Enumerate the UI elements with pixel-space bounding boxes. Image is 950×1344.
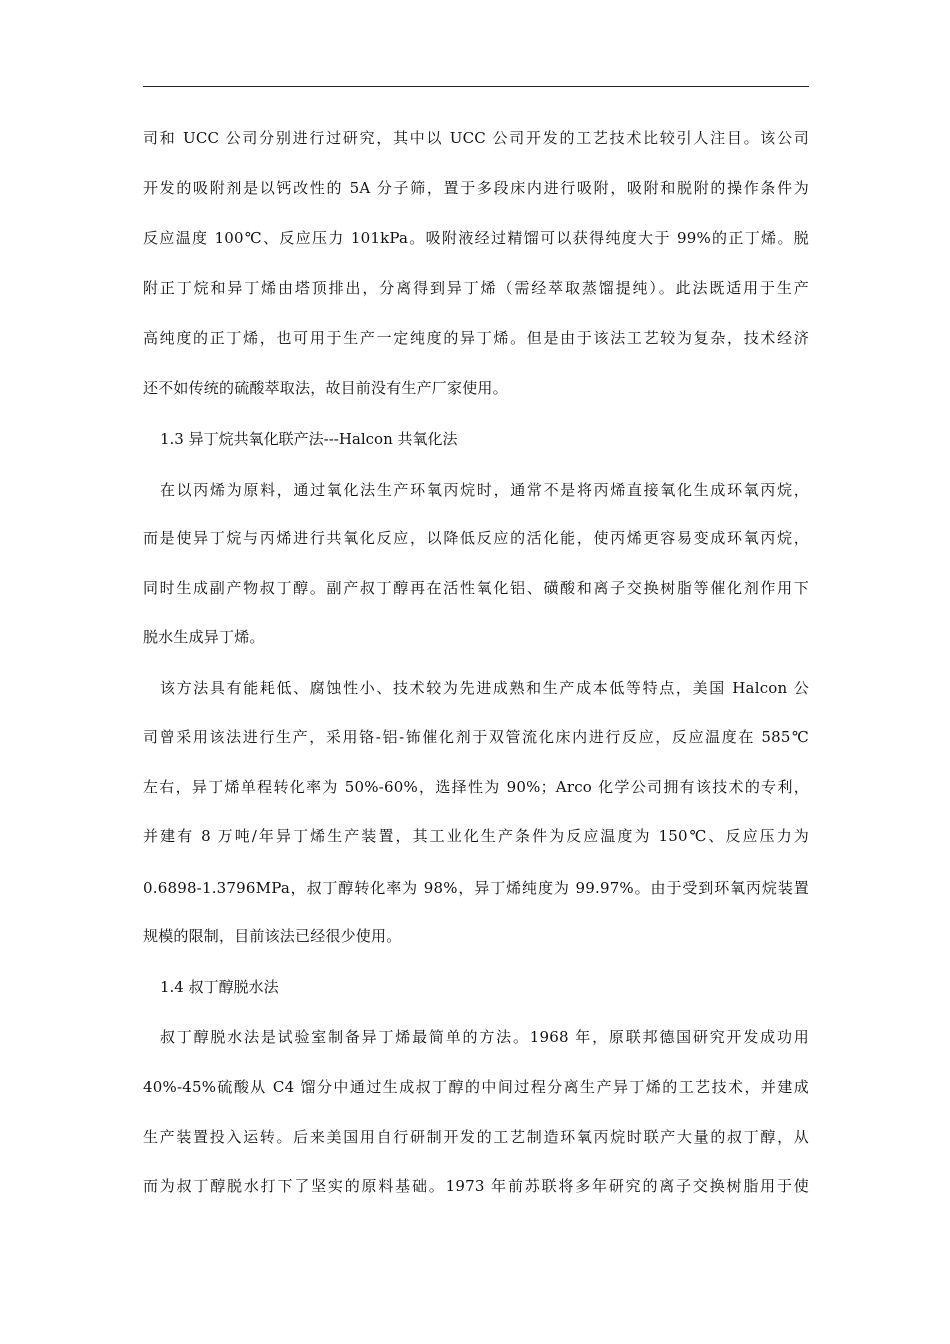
body-text-line: 脱水生成异丁烯。 — [143, 628, 265, 646]
section-heading: 1.3 异丁烷共氧化联产法---Halcon 共氧化法 — [160, 430, 458, 448]
body-text-line: 同时生成副产物叔丁醇。副产叔丁醇再在活性氧化铝、磺酸和离子交换树脂等催化剂作用下 — [143, 579, 809, 597]
body-text-line: 高纯度的正丁烯，也可用于生产一定纯度的异丁烯。但是由于该法工艺较为复杂，技术经济 — [143, 329, 809, 347]
header-rule — [143, 86, 809, 87]
body-text-line: 并建有 8 万吨/年异丁烯生产装置，其工业化生产条件为反应温度为 150℃、反应压力为 — [143, 827, 809, 845]
body-text-line: 还不如传统的硫酸萃取法，故目前没有生产厂家使用。 — [143, 379, 508, 397]
body-text-line: 在以丙烯为原料，通过氧化法生产环氧丙烷时，通常不是将丙烯直接氧化生成环氧丙烷， — [160, 481, 809, 499]
section-heading: 1.4 叔丁醇脱水法 — [160, 978, 279, 996]
body-text-line: 叔丁醇脱水法是试验室制备异丁烯最简单的方法。1968 年，原联邦德国研究开发成功用 — [160, 1028, 809, 1046]
body-text-line: 左右，异丁烯单程转化率为 50%-60%，选择性为 90%；Arco 化学公司拥有该技术的专利， — [143, 778, 809, 796]
body-text-line: 而为叔丁醇脱水打下了坚实的原料基础。1973 年前苏联将多年研究的离子交换树脂用于使 — [143, 1177, 809, 1195]
body-text-line: 司曾采用该法进行生产，采用铬-铝-钸催化剂于双管流化床内进行反应，反应温度在 585℃ — [143, 728, 809, 746]
body-text-line: 生产装置投入运转。后来美国用自行研制开发的工艺制造环氧丙烷时联产大量的叔丁醇，从 — [143, 1128, 809, 1146]
body-text-line: 0.6898-1.3796MPa，叔丁醇转化率为 98%，异丁烯纯度为 99.97%。由于受到环氧丙烷装置 — [143, 879, 809, 897]
body-text-line: 开发的吸附剂是以钙改性的 5A 分子筛，置于多段床内进行吸附，吸附和脱附的操作条件为 — [143, 179, 809, 197]
body-text-line: 40%-45%硫酸从 C4 馏分中通过生成叔丁醇的中间过程分离生产异丁烯的工艺技术，并建成 — [143, 1078, 809, 1096]
body-text-line: 该方法具有能耗低、腐蚀性小、技术较为先进成熟和生产成本低等特点，美国 Halcon 公 — [160, 679, 809, 697]
body-text-line: 司和 UCC 公司分别进行过研究，其中以 UCC 公司开发的工艺技术比较引人注目。该公司 — [143, 129, 809, 147]
body-text-line: 附正丁烷和异丁烯由塔顶排出，分离得到异丁烯（需经萃取蒸馏提纯）。此法既适用于生产 — [143, 279, 809, 297]
body-text-line: 而是使异丁烷与丙烯进行共氧化反应，以降低反应的活化能，使丙烯更容易变成环氧丙烷， — [143, 529, 809, 547]
body-text-line: 反应温度 100℃、反应压力 101kPa。吸附液经过精馏可以获得纯度大于 99%的正丁烯。脱 — [143, 229, 809, 247]
body-text-line: 规模的限制，目前该法已经很少使用。 — [143, 927, 402, 945]
